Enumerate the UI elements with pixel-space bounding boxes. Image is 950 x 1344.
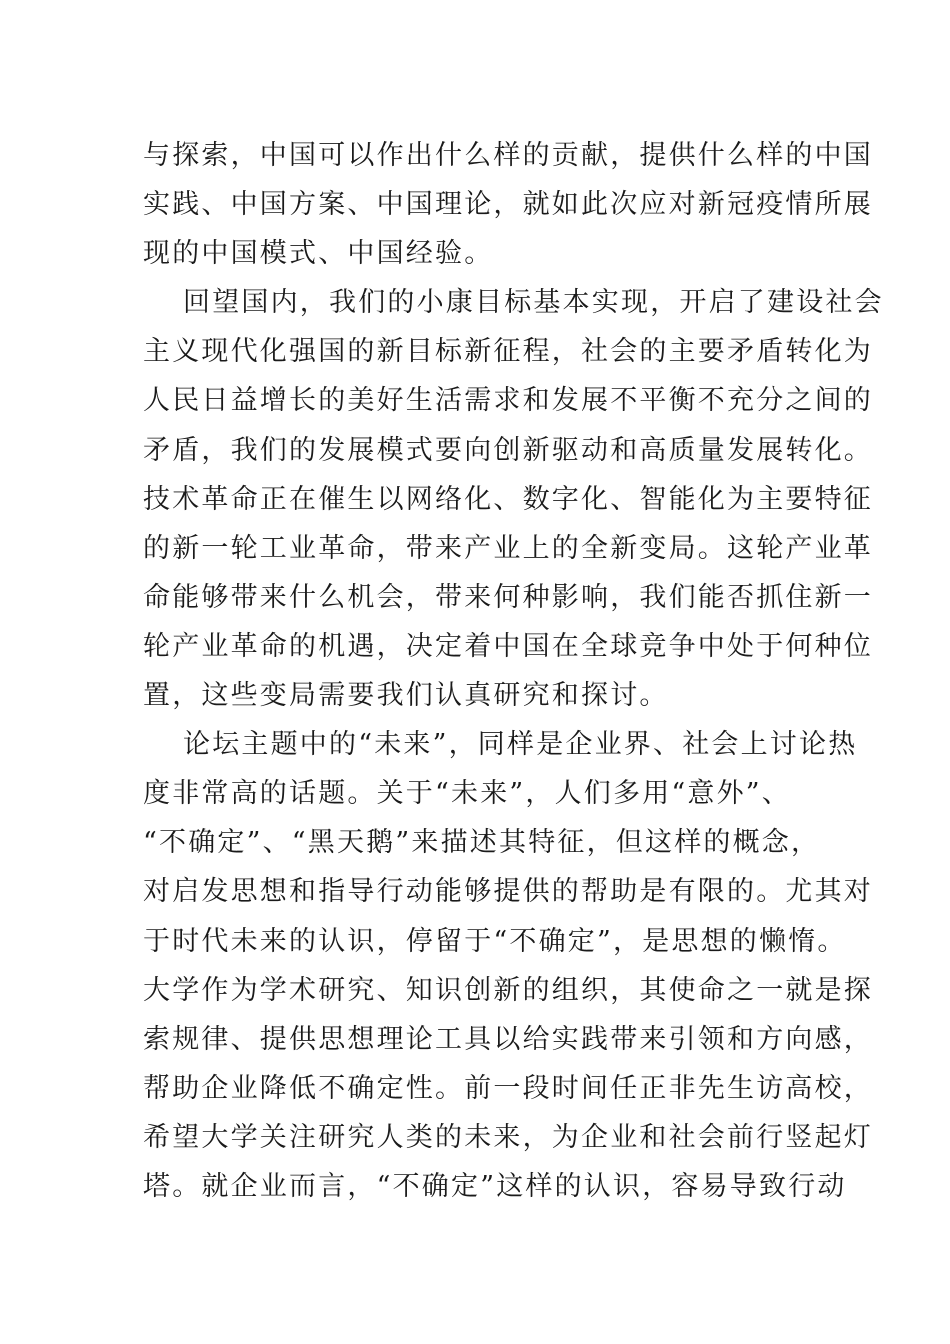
text-line: “不确定”、“黑天鹅”来描述其特征，但这样的概念，	[143, 827, 821, 859]
text-line: 技术革命正在催生以网络化、数字化、智能化为主要特征	[143, 483, 873, 515]
text-line: 轮产业革命的机遇，决定着中国在全球竞争中处于何种位	[143, 630, 873, 662]
text-line: 索规律、提供思想理论工具以给实践带来引领和方向感，	[143, 1023, 873, 1055]
text-line: 置，这些变局需要我们认真研究和探讨。	[143, 680, 669, 712]
text-line: 实践、中国方案、中国理论，就如此次应对新冠疫情所展	[143, 189, 873, 221]
text-line: 帮助企业降低不确定性。前一段时间任正非先生访高校，	[143, 1072, 873, 1104]
text-line: 的新一轮工业革命，带来产业上的全新变局。这轮产业革	[143, 532, 873, 564]
text-line: 与探索，中国可以作出什么样的贡献，提供什么样的中国	[143, 140, 873, 171]
text-line: 大学作为学术研究、知识创新的组织，其使命之一就是探	[143, 974, 873, 1006]
text-line: 塔。就企业而言，“不确定”这样的认识，容易导致行动	[143, 1170, 847, 1202]
text-line: 希望大学关注研究人类的未来，为企业和社会前行竖起灯	[143, 1121, 873, 1153]
text-line: 命能够带来什么机会，带来何种影响，我们能否抓住新一	[143, 581, 873, 613]
paragraph-first-line: 论坛主题中的“未来”，同样是企业界、社会上讨论热	[183, 729, 858, 761]
text-line: 人民日益增长的美好生活需求和发展不平衡不充分之间的	[143, 385, 873, 417]
text-line: 矛盾，我们的发展模式要向创新驱动和高质量发展转化。	[143, 434, 873, 466]
text-line: 度非常高的话题。关于“未来”，人们多用“意外”、	[143, 778, 792, 810]
text-line: 于时代未来的认识，停留于“不确定”，是思想的懒惰。	[143, 925, 847, 957]
text-line: 对启发思想和指导行动能够提供的帮助是有限的。尤其对	[143, 876, 873, 908]
text-line: 现的中国模式、中国经验。	[143, 238, 494, 270]
text-line: 主义现代化强国的新目标新征程，社会的主要矛盾转化为	[143, 336, 873, 368]
paragraph-first-line: 回望国内，我们的小康目标基本实现，开启了建设社会	[183, 287, 884, 319]
body-text	[143, 131, 884, 1211]
